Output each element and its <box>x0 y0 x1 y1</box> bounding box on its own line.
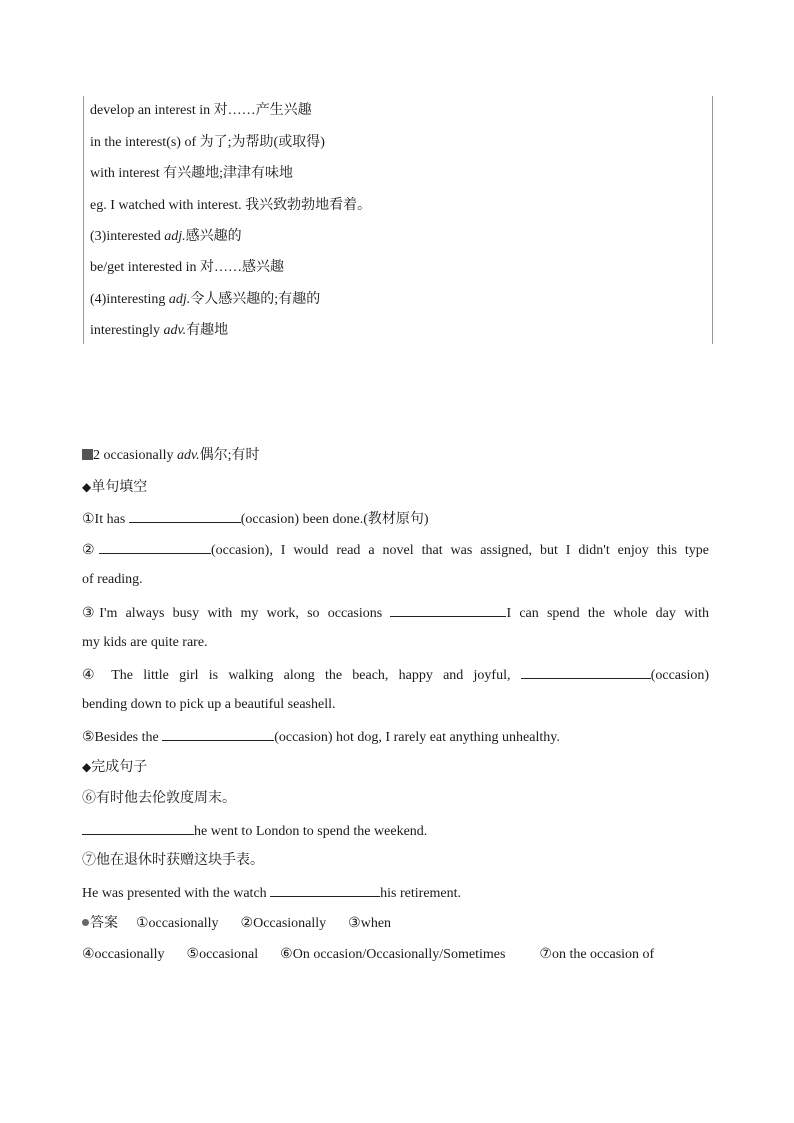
answer-blank[interactable] <box>270 882 380 897</box>
question-text: He was presented with the watch <box>82 886 271 901</box>
question-2 <box>82 539 709 561</box>
answer-item: ①occasionally <box>136 916 219 931</box>
part-of-speech: adv. <box>163 323 187 338</box>
question-text: (occasion) hot dog, I rarely eat anything unhealthy. <box>274 730 560 745</box>
word-cn: 令人感兴趣的;有趣的 <box>190 292 321 307</box>
part-of-speech: adj. <box>168 292 191 307</box>
previous-section-box <box>83 96 713 344</box>
answer-item: ⑦on the occasion of <box>539 947 655 962</box>
answer-item: ③when <box>348 916 392 931</box>
question-text: bending down to pick up a beautiful seashell. <box>82 697 336 712</box>
answer-blank[interactable] <box>162 726 274 741</box>
part-title-complete <box>82 757 147 778</box>
phrase-cn: 有兴趣地;津津有味地 <box>163 166 293 181</box>
answers-line-1 <box>82 914 391 934</box>
answers-line-2 <box>82 945 654 965</box>
question-text: ④ The little girl is walking along the beach, happy and joyful, <box>82 668 521 683</box>
word-en: interestingly <box>90 323 164 338</box>
answer-item: ⑤occasional <box>186 947 259 962</box>
word-en: (3)interested <box>90 229 165 244</box>
heading-cn: 偶尔;有时 <box>199 448 260 463</box>
question-text: my kids are quite rare. <box>82 635 208 650</box>
box-line <box>90 258 284 278</box>
example-cn: 我兴致勃勃地看着。 <box>245 198 372 213</box>
box-line <box>90 321 228 341</box>
question-cn: ⑦他在退休时获赠这块手表。 <box>82 853 264 868</box>
box-line <box>90 290 320 310</box>
question-text: ①It has <box>82 512 129 527</box>
question-cn: ⑥有时他去伦敦度周末。 <box>82 791 236 806</box>
question-2-cont <box>82 570 143 590</box>
part-title-fill-in <box>82 477 147 498</box>
answers-label: 答案 <box>90 916 118 931</box>
box-line <box>90 196 371 216</box>
question-6 <box>82 820 427 842</box>
square-bullet-icon <box>82 449 93 460</box>
question-text: (occasion), I would read a novel that was assigned, but I didn't enjoy this type <box>211 543 709 558</box>
question-4-cont <box>82 695 336 715</box>
answer-blank[interactable] <box>521 664 651 679</box>
box-line <box>90 227 242 247</box>
phrase-cn: 为了;为帮助(或取得) <box>199 135 325 150</box>
answer-blank[interactable] <box>129 508 241 523</box>
question-text: (occasion) <box>650 668 709 683</box>
answer-item: ④occasionally <box>82 947 165 962</box>
question-5 <box>82 726 560 748</box>
box-line <box>90 133 325 153</box>
answer-blank[interactable] <box>390 602 506 617</box>
phrase-en: be/get interested in <box>90 260 201 275</box>
question-text: ⑤Besides the <box>82 730 163 745</box>
question-4 <box>82 664 709 686</box>
box-line <box>90 101 312 121</box>
question-3 <box>82 602 709 624</box>
answer-blank[interactable] <box>82 820 194 835</box>
phrase-cn: 对……感兴趣 <box>200 260 285 275</box>
box-line <box>90 164 293 184</box>
question-text: I can spend the whole day with <box>506 606 709 621</box>
part-title: 完成句子 <box>91 760 148 775</box>
answer-blank[interactable] <box>99 539 211 554</box>
answer-item: ②Occasionally <box>240 916 327 931</box>
word-cn: 感兴趣的 <box>185 229 242 244</box>
heading-word: 2 occasionally <box>93 448 177 463</box>
word-en: (4)interesting <box>90 292 169 307</box>
part-title: 单句填空 <box>91 480 148 495</box>
question-3-cont <box>82 633 208 653</box>
question-text: he went to London to spend the weekend. <box>194 824 428 839</box>
part-of-speech: adj. <box>164 229 186 244</box>
question-text: his retirement. <box>380 886 462 901</box>
answer-seal-icon <box>82 919 89 926</box>
answer-item: ⑥On occasion/Occasionally/Sometimes <box>280 947 506 962</box>
phrase-en: in the interest(s) of <box>90 135 200 150</box>
question-6-prompt <box>82 789 236 809</box>
example-en: eg. I watched with interest. <box>90 198 246 213</box>
question-text: (occasion) been done.(教材原句) <box>240 512 429 527</box>
question-text: ③I'm always busy with my work, so occasions <box>82 606 391 621</box>
question-text: ② <box>82 543 100 558</box>
part-of-speech: adv. <box>176 448 200 463</box>
question-text: of reading. <box>82 572 143 587</box>
diamond-icon: ◆ <box>82 760 92 774</box>
diamond-icon: ◆ <box>82 480 92 494</box>
phrase-en: develop an interest in <box>90 103 214 118</box>
question-1 <box>82 508 429 530</box>
phrase-en: with interest <box>90 166 164 181</box>
section-heading <box>82 446 260 466</box>
phrase-cn: 对……产生兴趣 <box>213 103 312 118</box>
question-7 <box>82 882 461 904</box>
question-7-prompt <box>82 851 264 871</box>
word-cn: 有趣地 <box>186 323 229 338</box>
